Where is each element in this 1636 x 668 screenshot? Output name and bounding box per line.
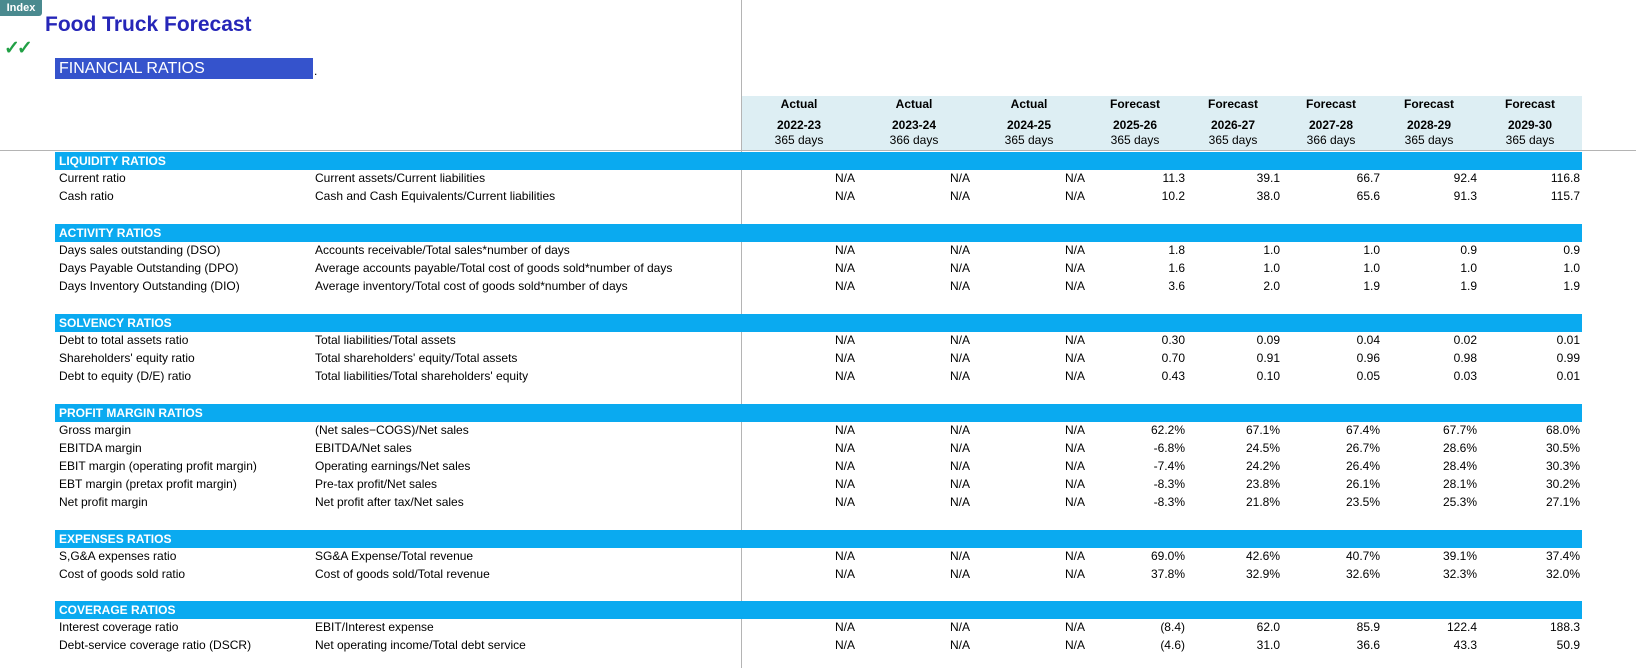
value-cell[interactable]: 122.4 <box>1446 620 1477 634</box>
value-cell[interactable]: N/A <box>1064 351 1085 365</box>
row-formula: Cash and Cash Equivalents/Current liabilities <box>315 189 556 203</box>
column-type: Actual <box>895 97 933 111</box>
value-cell[interactable]: 0.01 <box>1556 369 1580 383</box>
value-cell[interactable]: 30.3% <box>1545 459 1580 473</box>
value-cell[interactable]: N/A <box>1064 333 1085 347</box>
value-cell[interactable]: 39.1 <box>1256 171 1280 185</box>
value-cell[interactable]: N/A <box>1064 567 1085 581</box>
row-label: Interest coverage ratio <box>59 620 179 634</box>
value-cell[interactable]: 0.01 <box>1556 333 1580 347</box>
value-cell[interactable]: 66.7 <box>1356 171 1380 185</box>
column-days: 365 days <box>1505 133 1555 147</box>
value-cell[interactable]: N/A <box>834 189 855 203</box>
value-cell[interactable]: N/A <box>834 567 855 581</box>
column-days: 365 days <box>1110 133 1160 147</box>
column-type: Forecast <box>1109 97 1161 111</box>
value-cell[interactable]: 0.98 <box>1453 351 1477 365</box>
value-cell[interactable]: N/A <box>1064 261 1085 275</box>
row-label: Days Inventory Outstanding (DIO) <box>59 279 240 293</box>
value-cell[interactable]: 1.0 <box>1263 261 1280 275</box>
value-cell[interactable]: N/A <box>949 459 970 473</box>
value-cell[interactable]: 1.9 <box>1460 279 1477 293</box>
value-cell[interactable]: N/A <box>949 567 970 581</box>
group-header: EXPENSES RATIOS <box>55 530 1582 548</box>
row-formula: Net operating income/Total debt service <box>315 638 526 652</box>
row-label: Current ratio <box>59 171 126 185</box>
row-formula: Total liabilities/Total shareholders' equity <box>315 369 529 383</box>
value-cell[interactable]: N/A <box>949 495 970 509</box>
value-cell[interactable]: N/A <box>834 441 855 455</box>
column-days: 366 days <box>889 133 939 147</box>
row-label: Gross margin <box>59 423 132 437</box>
value-cell[interactable]: 23.5% <box>1345 495 1380 509</box>
value-cell[interactable]: N/A <box>949 369 970 383</box>
row-label: EBITDA margin <box>59 441 142 455</box>
group-header: COVERAGE RATIOS <box>55 601 1582 619</box>
value-cell[interactable]: 32.0% <box>1545 567 1580 581</box>
row-label: EBIT margin (operating profit margin) <box>59 459 257 473</box>
value-cell[interactable]: N/A <box>949 549 970 563</box>
column-days: 365 days <box>1004 133 1054 147</box>
column-period: 2023-24 <box>891 118 937 132</box>
value-cell[interactable]: 26.4% <box>1345 459 1380 473</box>
value-cell[interactable]: 24.2% <box>1245 459 1280 473</box>
value-cell[interactable]: 26.1% <box>1345 477 1380 491</box>
value-cell[interactable]: -6.8% <box>1153 441 1185 455</box>
value-cell[interactable]: 32.6% <box>1345 567 1380 581</box>
value-cell[interactable]: 38.0 <box>1256 189 1280 203</box>
value-cell[interactable]: 1.9 <box>1363 279 1380 293</box>
value-cell[interactable]: 0.99 <box>1556 351 1580 365</box>
value-cell[interactable]: 1.0 <box>1563 261 1580 275</box>
column-days: 365 days <box>774 133 824 147</box>
column-type: Forecast <box>1403 97 1455 111</box>
value-cell[interactable]: N/A <box>1064 638 1085 652</box>
value-cell[interactable]: 115.7 <box>1550 189 1580 203</box>
value-cell[interactable]: 67.7% <box>1442 423 1477 437</box>
value-cell[interactable]: N/A <box>949 477 970 491</box>
value-cell[interactable]: N/A <box>1064 495 1085 509</box>
value-cell[interactable]: N/A <box>949 638 970 652</box>
value-cell[interactable]: 25.3% <box>1442 495 1477 509</box>
value-cell[interactable]: 1.6 <box>1168 261 1185 275</box>
value-cell[interactable]: 0.04 <box>1356 333 1380 347</box>
value-cell[interactable]: N/A <box>834 638 855 652</box>
value-cell[interactable]: 1.9 <box>1563 279 1580 293</box>
value-cell[interactable]: N/A <box>834 423 855 437</box>
value-cell[interactable]: -7.4% <box>1153 459 1185 473</box>
value-cell[interactable]: 0.05 <box>1356 369 1380 383</box>
row-formula: Pre-tax profit/Net sales <box>315 477 438 491</box>
value-cell[interactable]: 67.4% <box>1345 423 1380 437</box>
value-cell[interactable]: 37.4% <box>1545 549 1580 563</box>
value-cell[interactable]: 0.9 <box>1460 243 1477 257</box>
value-cell[interactable]: N/A <box>949 333 970 347</box>
column-type: Forecast <box>1207 97 1259 111</box>
column-type: Actual <box>780 97 818 111</box>
column-days: 365 days <box>1208 133 1258 147</box>
row-formula: EBIT/Interest expense <box>315 620 434 634</box>
value-cell[interactable]: 32.3% <box>1442 567 1477 581</box>
value-cell[interactable]: 0.10 <box>1256 369 1280 383</box>
value-cell[interactable]: N/A <box>949 189 970 203</box>
row-formula: Net profit after tax/Net sales <box>315 495 464 509</box>
section-dot: . <box>314 64 318 78</box>
group-header: LIQUIDITY RATIOS <box>55 152 1582 170</box>
value-cell[interactable]: 30.2% <box>1545 477 1580 491</box>
row-label: Days sales outstanding (DSO) <box>59 243 221 257</box>
value-cell[interactable]: 68.0% <box>1545 423 1580 437</box>
value-cell[interactable]: 39.1% <box>1442 549 1477 563</box>
value-cell[interactable]: 11.3 <box>1162 171 1185 185</box>
row-formula: (Net sales−COGS)/Net sales <box>315 423 469 437</box>
column-type: Actual <box>1010 97 1048 111</box>
value-cell[interactable]: N/A <box>1064 189 1085 203</box>
value-cell[interactable]: N/A <box>834 171 855 185</box>
column-type: Forecast <box>1305 97 1357 111</box>
value-cell[interactable]: 0.9 <box>1563 243 1580 257</box>
value-cell[interactable]: 0.30 <box>1161 333 1185 347</box>
check-icon: ✓✓ <box>4 38 30 59</box>
value-cell[interactable]: N/A <box>834 620 855 634</box>
value-cell[interactable]: 0.43 <box>1161 369 1185 383</box>
value-cell[interactable]: N/A <box>834 243 855 257</box>
column-period: 2028-29 <box>1406 118 1452 132</box>
value-cell[interactable]: 116.8 <box>1550 171 1580 185</box>
row-formula: Average inventory/Total cost of goods sold*number of days <box>315 279 628 293</box>
index-button[interactable]: Index <box>0 0 42 16</box>
value-cell[interactable]: 85.9 <box>1356 620 1380 634</box>
frozen-pane-divider <box>741 0 742 668</box>
value-cell[interactable]: N/A <box>949 441 970 455</box>
value-cell[interactable]: 21.8% <box>1245 495 1280 509</box>
value-cell[interactable]: 0.70 <box>1161 351 1185 365</box>
value-cell[interactable]: N/A <box>834 495 855 509</box>
value-cell[interactable]: 28.1% <box>1442 477 1477 491</box>
row-formula: EBITDA/Net sales <box>315 441 412 455</box>
value-cell[interactable]: N/A <box>1064 620 1085 634</box>
value-cell[interactable]: N/A <box>834 477 855 491</box>
value-cell[interactable]: 62.0 <box>1256 620 1280 634</box>
value-cell[interactable]: 67.1% <box>1245 423 1280 437</box>
column-period: 2026-27 <box>1210 118 1256 132</box>
value-cell[interactable]: 40.7% <box>1345 549 1380 563</box>
value-cell[interactable]: N/A <box>834 279 855 293</box>
section-title: FINANCIAL RATIOS <box>55 58 313 79</box>
row-label: Debt to total assets ratio <box>59 333 189 347</box>
row-label: Cost of goods sold ratio <box>59 567 186 581</box>
value-cell[interactable]: N/A <box>949 620 970 634</box>
value-cell[interactable]: N/A <box>1064 549 1085 563</box>
row-formula: Accounts receivable/Total sales*number of days <box>315 243 570 257</box>
value-cell[interactable]: N/A <box>1064 369 1085 383</box>
column-days: 366 days <box>1306 133 1356 147</box>
value-cell[interactable]: 69.0% <box>1150 549 1185 563</box>
value-cell[interactable]: 27.1% <box>1545 495 1580 509</box>
value-cell[interactable]: N/A <box>834 333 855 347</box>
value-cell[interactable]: 1.0 <box>1460 261 1477 275</box>
value-cell[interactable]: 0.02 <box>1453 333 1477 347</box>
value-cell[interactable]: 0.96 <box>1356 351 1380 365</box>
value-cell[interactable]: (8.4) <box>1160 620 1185 634</box>
value-cell[interactable]: N/A <box>1064 171 1085 185</box>
value-cell[interactable]: N/A <box>1064 477 1085 491</box>
row-formula: Total liabilities/Total assets <box>315 333 456 347</box>
value-cell[interactable]: 2.0 <box>1263 279 1280 293</box>
value-cell[interactable]: N/A <box>949 243 970 257</box>
page-title: Food Truck Forecast <box>45 13 252 36</box>
value-cell[interactable]: 43.3 <box>1453 638 1477 652</box>
row-label: Debt to equity (D/E) ratio <box>59 369 192 383</box>
column-period: 2024-25 <box>1006 118 1052 132</box>
value-cell[interactable]: N/A <box>834 549 855 563</box>
value-cell[interactable]: N/A <box>1064 459 1085 473</box>
row-label: Days Payable Outstanding (DPO) <box>59 261 239 275</box>
value-cell[interactable]: N/A <box>949 351 970 365</box>
value-cell[interactable]: 3.6 <box>1168 279 1185 293</box>
value-cell[interactable]: N/A <box>1064 279 1085 293</box>
value-cell[interactable]: 23.8% <box>1245 477 1280 491</box>
value-cell[interactable]: 1.0 <box>1363 243 1380 257</box>
value-cell[interactable]: 0.91 <box>1256 351 1280 365</box>
value-cell[interactable]: N/A <box>1064 441 1085 455</box>
value-cell[interactable]: 50.9 <box>1556 638 1580 652</box>
row-label: Net profit margin <box>59 495 148 509</box>
value-cell[interactable]: 65.6 <box>1356 189 1380 203</box>
value-cell[interactable]: 31.0 <box>1256 638 1280 652</box>
header-divider <box>0 150 1636 151</box>
value-cell[interactable]: 91.3 <box>1453 189 1477 203</box>
value-cell[interactable]: N/A <box>1064 423 1085 437</box>
column-period: 2022-23 <box>776 118 822 132</box>
value-cell[interactable]: 188.3 <box>1549 620 1580 634</box>
row-label: EBT margin (pretax profit margin) <box>59 477 237 491</box>
value-cell[interactable]: N/A <box>949 279 970 293</box>
column-period: 2025-26 <box>1112 118 1158 132</box>
value-cell[interactable]: 0.03 <box>1453 369 1477 383</box>
value-cell[interactable]: 92.4 <box>1453 171 1477 185</box>
value-cell[interactable]: 1.0 <box>1263 243 1280 257</box>
column-period: 2027-28 <box>1308 118 1354 132</box>
row-formula: Total shareholders' equity/Total assets <box>315 351 518 365</box>
column-period: 2029-30 <box>1507 118 1553 132</box>
value-cell[interactable]: N/A <box>834 351 855 365</box>
value-cell[interactable]: N/A <box>834 369 855 383</box>
value-cell[interactable]: (4.6) <box>1160 638 1185 652</box>
value-cell[interactable]: 36.6 <box>1356 638 1380 652</box>
value-cell[interactable]: 1.8 <box>1168 243 1185 257</box>
value-cell[interactable]: N/A <box>949 171 970 185</box>
row-label: S,G&A expenses ratio <box>59 549 177 563</box>
row-formula: Average accounts payable/Total cost of goods sold*number of days <box>315 261 673 275</box>
group-header: SOLVENCY RATIOS <box>55 314 1582 332</box>
row-formula: Operating earnings/Net sales <box>315 459 471 473</box>
value-cell[interactable]: N/A <box>949 423 970 437</box>
value-cell[interactable]: 37.8% <box>1150 567 1185 581</box>
row-formula: SG&A Expense/Total revenue <box>315 549 474 563</box>
value-cell[interactable]: -8.3% <box>1153 495 1185 509</box>
group-header: ACTIVITY RATIOS <box>55 224 1582 242</box>
value-cell[interactable]: 42.6% <box>1245 549 1280 563</box>
column-days: 365 days <box>1404 133 1454 147</box>
value-cell[interactable]: 62.2% <box>1150 423 1185 437</box>
row-formula: Current assets/Current liabilities <box>315 171 486 185</box>
value-cell[interactable]: 0.09 <box>1256 333 1280 347</box>
value-cell[interactable]: 26.7% <box>1345 441 1380 455</box>
value-cell[interactable]: 1.0 <box>1363 261 1380 275</box>
value-cell[interactable]: N/A <box>834 459 855 473</box>
row-label: Cash ratio <box>59 189 114 203</box>
value-cell[interactable]: 28.6% <box>1442 441 1477 455</box>
value-cell[interactable]: 30.5% <box>1545 441 1580 455</box>
column-type: Forecast <box>1504 97 1556 111</box>
row-label: Debt-service coverage ratio (DSCR) <box>59 638 252 652</box>
value-cell[interactable]: N/A <box>1064 243 1085 257</box>
value-cell[interactable]: -8.3% <box>1153 477 1185 491</box>
value-cell[interactable]: N/A <box>949 261 970 275</box>
value-cell[interactable]: N/A <box>834 261 855 275</box>
value-cell[interactable]: 24.5% <box>1245 441 1280 455</box>
group-header: PROFIT MARGIN RATIOS <box>55 404 1582 422</box>
value-cell[interactable]: 32.9% <box>1245 567 1280 581</box>
row-label: Shareholders' equity ratio <box>59 351 195 365</box>
value-cell[interactable]: 10.2 <box>1161 189 1185 203</box>
value-cell[interactable]: 28.4% <box>1442 459 1477 473</box>
row-formula: Cost of goods sold/Total revenue <box>315 567 490 581</box>
